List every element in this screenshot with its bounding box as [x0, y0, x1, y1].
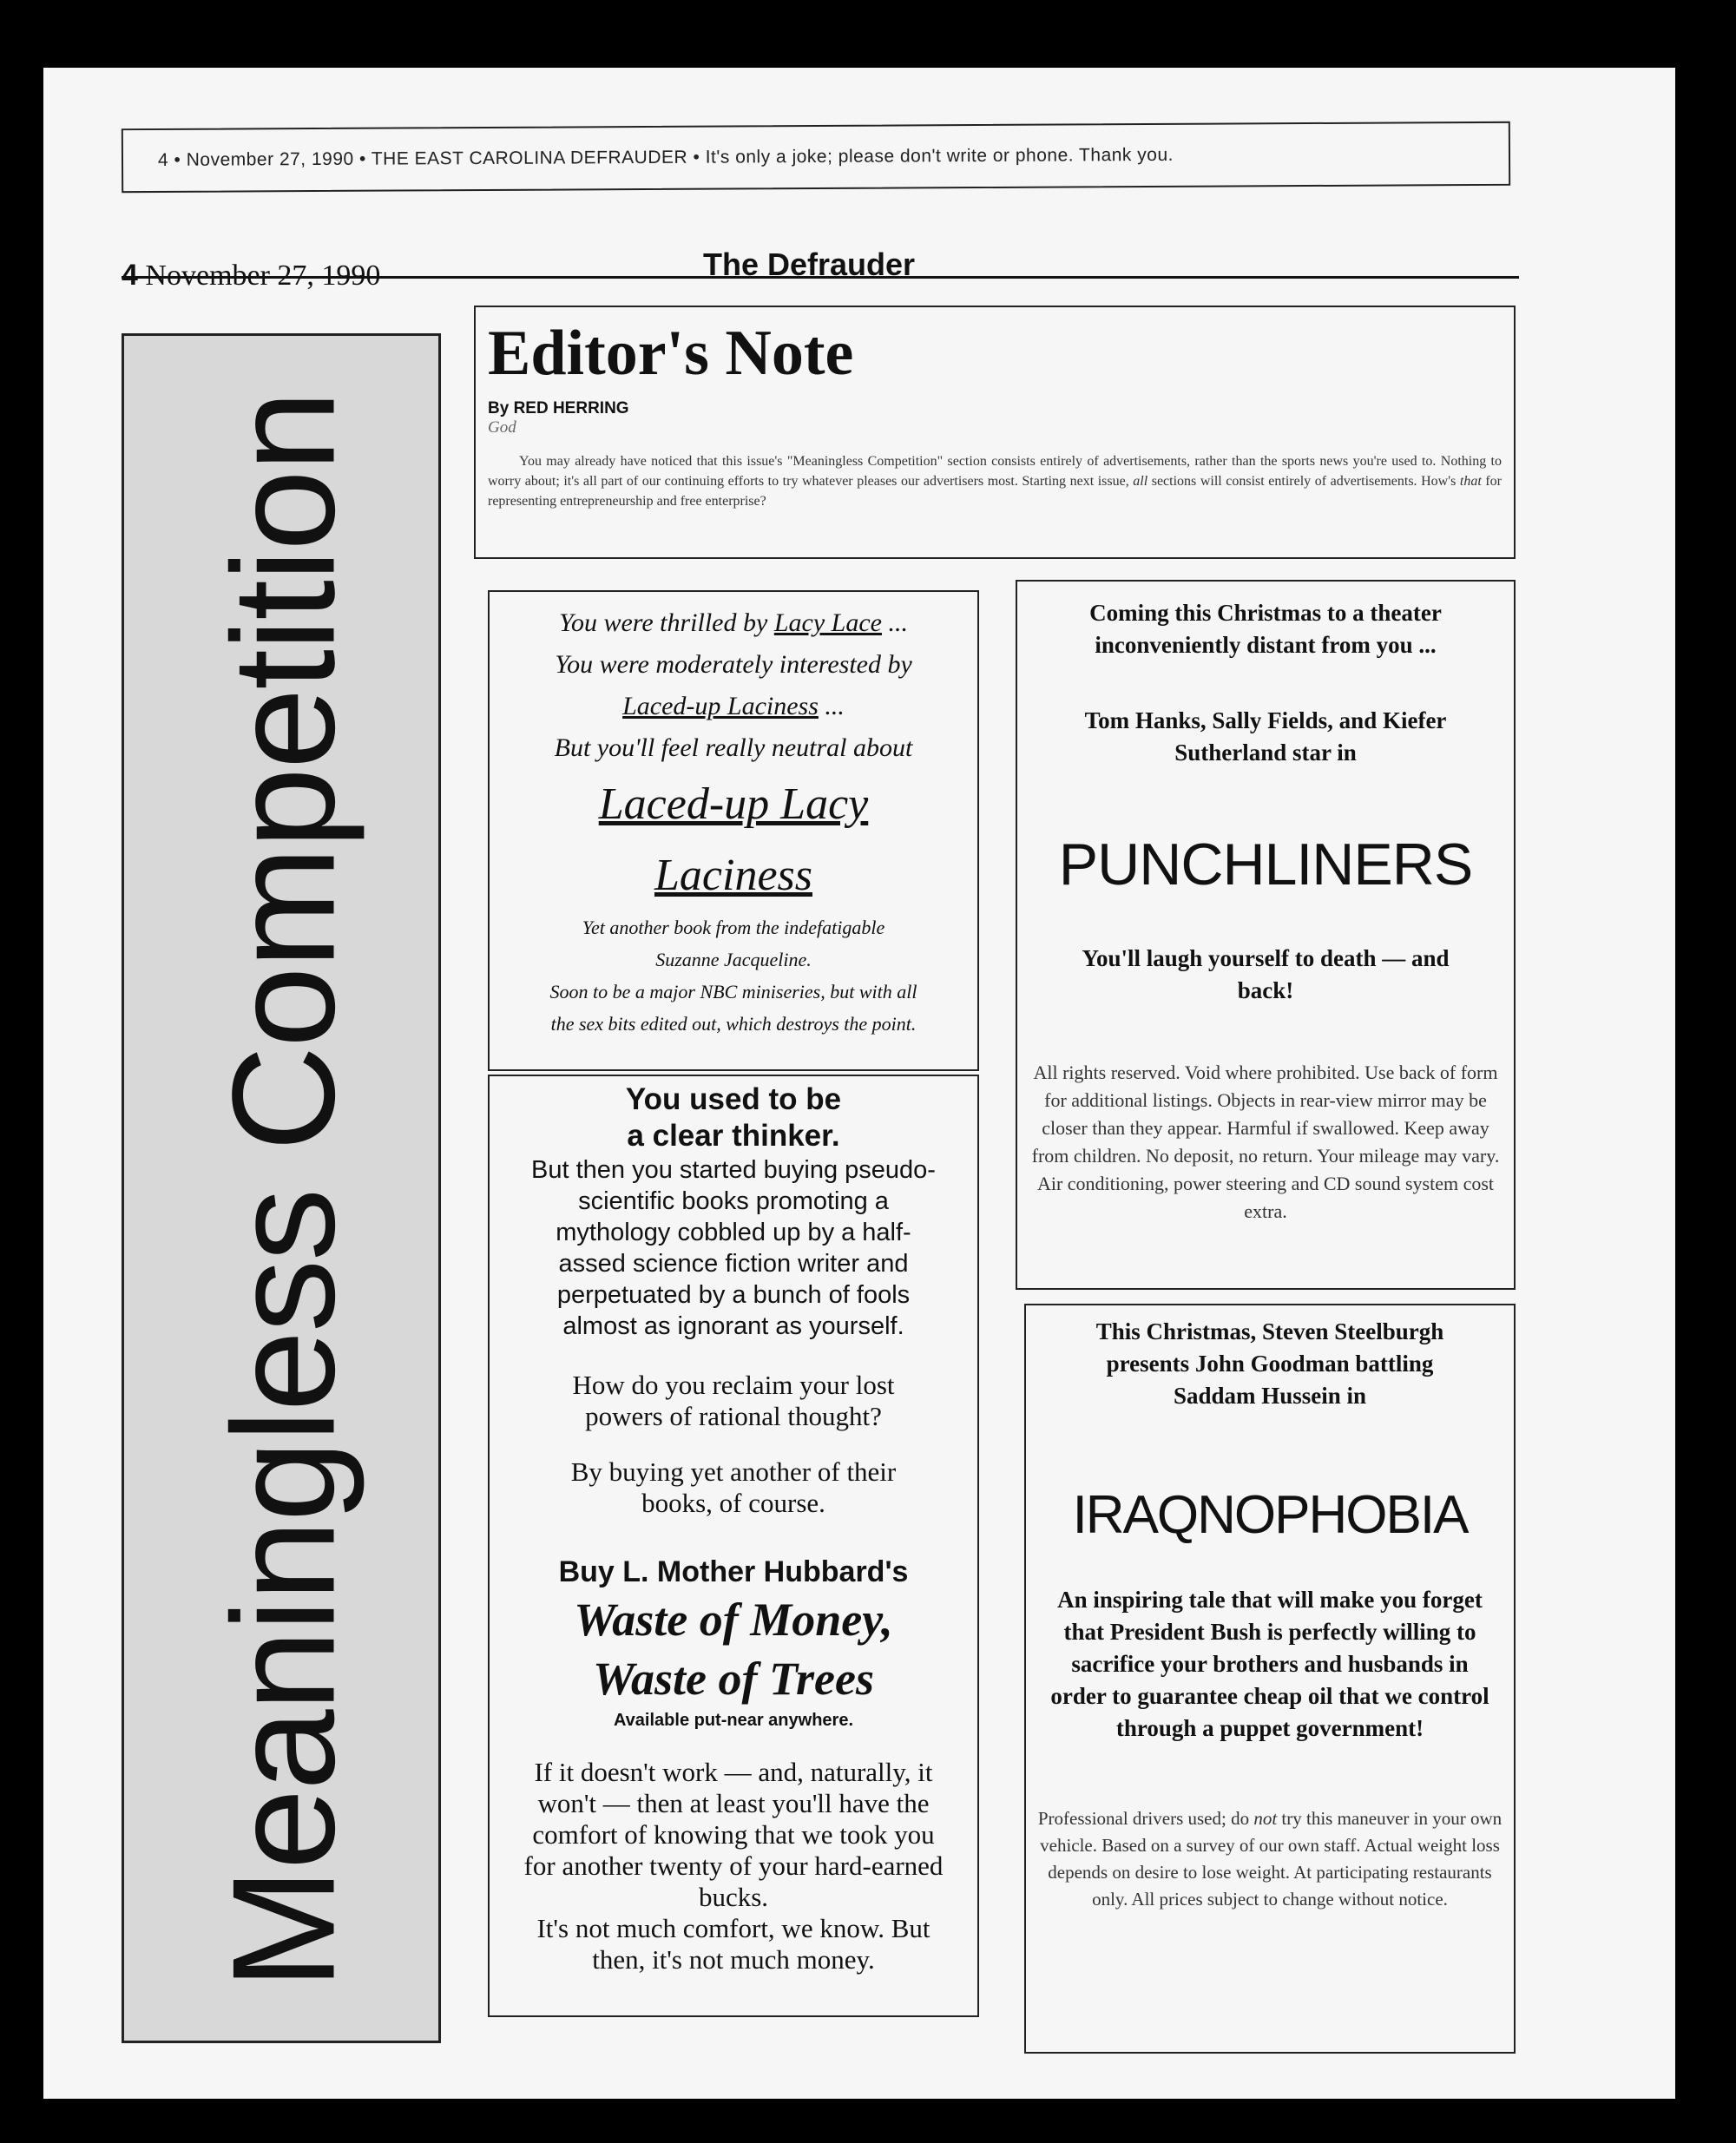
iraq-title: IRAQNOPHOBIA — [1072, 1485, 1468, 1545]
iraq-intro: This Christmas, Steven Steelburgh presents John Goodman battling Saddam Hussein in — [1095, 1318, 1444, 1409]
header-rule — [122, 276, 1519, 279]
lacy-small-4: the sex bits edited out, which destroys the point. — [550, 1013, 917, 1035]
hub-headline-1: You used to be — [625, 1082, 842, 1116]
hub-book-title-1: Waste of Money, — [574, 1594, 893, 1646]
editors-note-title: Editor's Note — [488, 318, 854, 389]
top-strip-text: 4 • November 27, 1990 • THE EAST CAROLINA DEFRAUDER • It's only a joke; please don't write or phone. Thank you. — [157, 144, 1174, 170]
hub-paragraph-4: If it doesn't work — and, naturally, it won't — then at least you'll have the comfort of knowing that we took you for another twenty of your hard-earned bucks. — [523, 1757, 944, 1912]
lacy-book-ad — [488, 590, 979, 1071]
hub-availability: Available put-near anywhere. — [613, 1711, 853, 1730]
punch-fine-print: All rights reserved. Void where prohibited. Use back of form for additional listings. Objects in rear-view mirror may be closer than they appear. Harmful if swallowed. Keep away from children. No deposit, no return. Your mileage may vary. Air conditioning, power steering and CD sound system cost extra. — [1031, 1062, 1500, 1222]
hub-paragraph-2: How do you reclaim your lost powers of rational thought? — [572, 1370, 895, 1431]
byline: By RED HERRING — [488, 399, 629, 417]
hub-buy-line: Buy L. Mother Hubbard's — [558, 1555, 909, 1588]
newspaper-page — [43, 68, 1675, 2099]
punchliners-ad — [1016, 580, 1516, 1290]
lacy-line-1: You were thrilled by Lacy Lace ... — [559, 608, 908, 637]
top-strip — [122, 122, 1510, 193]
hubbard-book-ad — [488, 1075, 979, 2017]
hub-headline-2: a clear thinker. — [627, 1119, 840, 1153]
editors-note — [474, 306, 1516, 559]
lacy-book-title-1: Laced-up Lacy — [598, 779, 869, 829]
section-sidebar — [122, 333, 441, 2043]
lacy-book-title-2: Laciness — [654, 851, 812, 900]
lacy-small-1: Yet another book from the indefatigable — [582, 917, 885, 938]
page-number: 4 — [122, 259, 138, 292]
hub-paragraph-5: It's not much comfort, we know. But then, it's not much money. — [536, 1913, 930, 1975]
iraq-tagline: An inspiring tale that will make you forget that President Bush is perfectly willing to sacrifice your brothers and husbands in order to guarantee cheap oil that we control through a puppet government! — [1050, 1587, 1489, 1741]
hub-paragraph-3: By buying yet another of their books, of course. — [570, 1456, 897, 1518]
lacy-small-3: Soon to be a major NBC miniseries, but with all — [549, 981, 917, 1002]
byline-role: God — [488, 418, 516, 437]
lacy-small-2: Suzanne Jacqueline. — [655, 949, 812, 970]
iraqnophobia-ad — [1024, 1304, 1516, 2054]
lacy-line-2: You were moderately interested by — [555, 650, 912, 679]
hub-paragraph-1: But then you started buying pseudo-scientific books promoting a mythology cobbled up by a half-assed science fiction writer and perpetuated by a bunch of fools almost as ignorant as yourself. — [531, 1156, 936, 1340]
punch-title: PUNCHLINERS — [1058, 832, 1473, 897]
lacy-line-4: But you'll feel really neutral about — [554, 733, 913, 762]
punch-intro: Coming this Christmas to a theater inconveniently distant from you ... — [1089, 600, 1442, 658]
punch-tagline: You'll laugh yourself to death — and back! — [1082, 945, 1450, 1003]
editors-note-body: You may already have noticed that this issue's "Meaningless Competition" section consists entirely of advertisements, rather than the sports news you're used to. Nothing to worry about; it's all part of our continuing efforts to try whatever pleases our advertisers most. Starting next issue, all sections will consist entirely of advertisements. How's that for representing entrepreneurship and free enterprise? — [488, 454, 1502, 509]
hub-book-title-2: Waste of Trees — [593, 1653, 874, 1705]
lacy-line-3: Laced-up Laciness ... — [622, 692, 845, 720]
section-label: Meaningless Competition — [201, 391, 365, 1990]
issue-date: November 27, 1990 — [145, 260, 381, 292]
iraq-fine-print: Professional drivers used; do not try this maneuver in your own vehicle. Based on a survey of our own staff. Actual weight loss depends on desire to lose weight. At participating restaurants only. All prices subject to change without notice. — [1037, 1808, 1503, 1910]
punch-stars: Tom Hanks, Sally Fields, and Kiefer Sutherland star in — [1084, 707, 1447, 766]
paper-title: The Defrauder — [703, 247, 916, 282]
